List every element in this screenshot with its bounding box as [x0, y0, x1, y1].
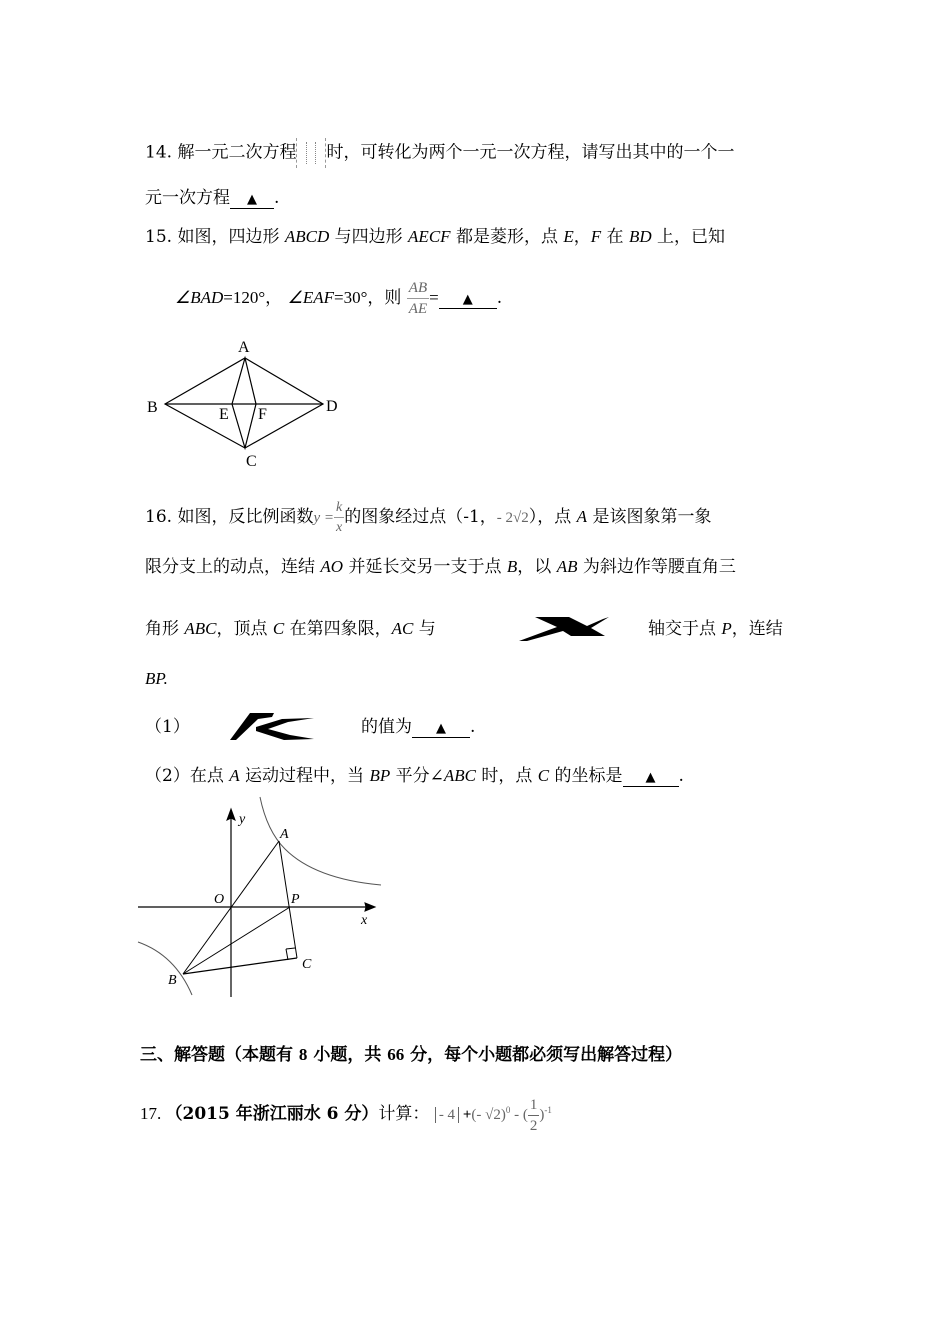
math-var: F [590, 227, 602, 246]
section-heading [140, 1044, 682, 1066]
denominator: 2 [529, 1117, 538, 1134]
fraction-k-x [334, 501, 344, 535]
text: ，以 [517, 557, 557, 577]
angle-bad: ∠BAD [175, 288, 224, 307]
label-o: O [214, 892, 225, 907]
text: 16. 如图，反比例函数 [145, 507, 314, 527]
text: ，顶点 [216, 619, 273, 639]
q14-line1 [145, 138, 734, 168]
text: 是该图象第一象 [587, 507, 712, 527]
q16-line4: BP. [145, 669, 168, 688]
denominator: x [335, 519, 343, 535]
text: =30°，则 [334, 288, 402, 307]
question-number: 17. [140, 1104, 166, 1123]
points: 66 [387, 1045, 405, 1064]
text: ， [573, 227, 591, 247]
math-var: C [537, 766, 550, 785]
text: =120°， [223, 288, 283, 307]
exponent-neg-one: -1 [544, 1105, 552, 1115]
label-f: F [258, 406, 267, 423]
text: 平分∠ [390, 766, 444, 786]
fraction-ab-ae [407, 281, 429, 317]
q15-line1 [145, 226, 725, 248]
label-e: E [219, 406, 229, 423]
label-x: x [361, 913, 368, 928]
term-sqrt: (- √2) [471, 1107, 506, 1123]
math-var: ABCD [284, 227, 330, 246]
label-b: B [168, 973, 177, 988]
text: 运动过程中，当 [239, 766, 370, 786]
q14-text-b: 时，可转化为两个一元一次方程，请写出其中的一个一 [326, 142, 735, 163]
right-angle-mark [286, 949, 288, 960]
period: . [470, 717, 476, 737]
math-sqrt-two: √2 [513, 510, 529, 526]
q16-part1-tail [361, 716, 475, 738]
text: ），点 [528, 507, 577, 527]
math-var: ABC [443, 766, 476, 785]
text: 时，点 [475, 766, 538, 786]
text: 并延长交另一支于点 [343, 557, 507, 577]
text: 轴交于点 [648, 619, 722, 639]
math-var: BP [369, 766, 391, 785]
text: 计算： [378, 1104, 430, 1124]
q15-line2 [175, 276, 502, 320]
paren-close: ) [539, 1107, 545, 1123]
q14-text-a: 14. 解一元二次方程 [145, 142, 297, 163]
label-a: A [280, 827, 289, 842]
segment-bc [183, 958, 297, 974]
exponent-zero: 0 [505, 1105, 511, 1115]
period: . [274, 188, 280, 208]
label-y: y [239, 812, 246, 827]
label-c: C [246, 453, 257, 470]
answer-blank[interactable]: ▲ [623, 770, 679, 787]
text: 小题，共 [307, 1045, 388, 1065]
text: （2）在点 [145, 766, 230, 786]
plus: + [462, 1107, 472, 1123]
hyperbola-branch-q1 [260, 797, 381, 885]
label-b: B [147, 399, 158, 416]
text: 为斜边作等腰直角三 [577, 557, 736, 577]
k-variable-image [228, 711, 316, 741]
math-neg-two: - 2 [496, 510, 514, 526]
label-c: C [302, 957, 312, 972]
numerator: 1 [528, 1098, 540, 1116]
math-var: C [272, 619, 285, 638]
x-axis-arrow-icon [365, 903, 375, 911]
x-glyph-icon [517, 612, 609, 642]
equals: = [429, 288, 439, 307]
rhombus-aecf [232, 358, 256, 448]
fraction-one-half [528, 1098, 540, 1134]
k-glyph-icon [228, 711, 316, 741]
period: . [678, 766, 684, 786]
segment-bp [183, 907, 290, 974]
q16-line2 [145, 556, 736, 578]
math-var: BD [628, 227, 652, 246]
answer-blank[interactable]: ▲ [412, 721, 470, 738]
text: 在第四象限， [284, 619, 392, 639]
period: . [496, 288, 503, 308]
rhombus-abcd [165, 358, 323, 448]
math-y-eq: y = [313, 510, 334, 526]
broken-equation-image-icon [296, 138, 326, 168]
text: 与四边形 [329, 227, 409, 247]
text: 限分支上的动点，连结 [145, 557, 321, 577]
text: 都是菱形，点 [450, 227, 564, 247]
angle-eaf: ∠EAF [287, 288, 334, 307]
question-source: （2015 年浙江丽水 6 分） [165, 1104, 379, 1124]
count: 8 [298, 1045, 308, 1064]
q16-part1 [145, 716, 190, 738]
coordinate-figure [135, 795, 385, 1000]
q14-text-c: 元一次方程 [145, 188, 230, 208]
text: 上，已知 [651, 227, 726, 247]
text: 角形 [145, 619, 185, 639]
numerator: k [334, 501, 344, 518]
math-var: AECF [408, 227, 451, 246]
text: 的坐标是 [549, 766, 623, 786]
math-var: AO [320, 557, 344, 576]
math-var: A [229, 766, 240, 785]
text: 15. 如图，四边形 [145, 227, 285, 247]
text: 与 [413, 619, 436, 639]
math-var: A [576, 507, 588, 526]
part-label: （1） [145, 717, 190, 737]
expression [435, 1096, 552, 1134]
abs-value: - 4 [435, 1107, 459, 1123]
math-var: ABC [184, 619, 217, 638]
label-p: P [291, 892, 300, 907]
answer-blank[interactable]: ▲ [230, 192, 274, 209]
text: 三、解答题（本题有 [140, 1045, 299, 1065]
math-var: AB [556, 557, 578, 576]
answer-blank[interactable]: ▲ [439, 292, 497, 309]
math-var: B [506, 557, 518, 576]
y-axis-arrow-icon [227, 809, 235, 820]
text: 的值为 [361, 717, 412, 737]
text: 分，每个小题都必须写出解答过程） [404, 1045, 683, 1065]
minus: - [514, 1107, 520, 1123]
math-var: P [721, 619, 732, 638]
label-d: D [326, 398, 338, 415]
numerator: AB [407, 281, 429, 299]
denominator: AE [408, 300, 428, 317]
text: 的图象经过点（-1， [344, 507, 497, 527]
x-variable-image [517, 612, 609, 642]
math-var: E [563, 227, 574, 246]
label-a: A [238, 339, 250, 356]
q16-line1 [145, 498, 711, 537]
hyperbola-branch-q3 [138, 942, 192, 995]
paren-open: ( [522, 1107, 528, 1123]
math-var: AC [391, 619, 414, 638]
q16-line3-tail [648, 618, 783, 640]
q17-line [140, 1092, 552, 1134]
rhombus-figure [140, 335, 350, 475]
text: ，连结 [731, 619, 783, 639]
q16-part2 [145, 765, 684, 787]
q14-line2 [145, 187, 279, 209]
text: 在 [601, 227, 629, 247]
q16-line3 [145, 618, 436, 640]
